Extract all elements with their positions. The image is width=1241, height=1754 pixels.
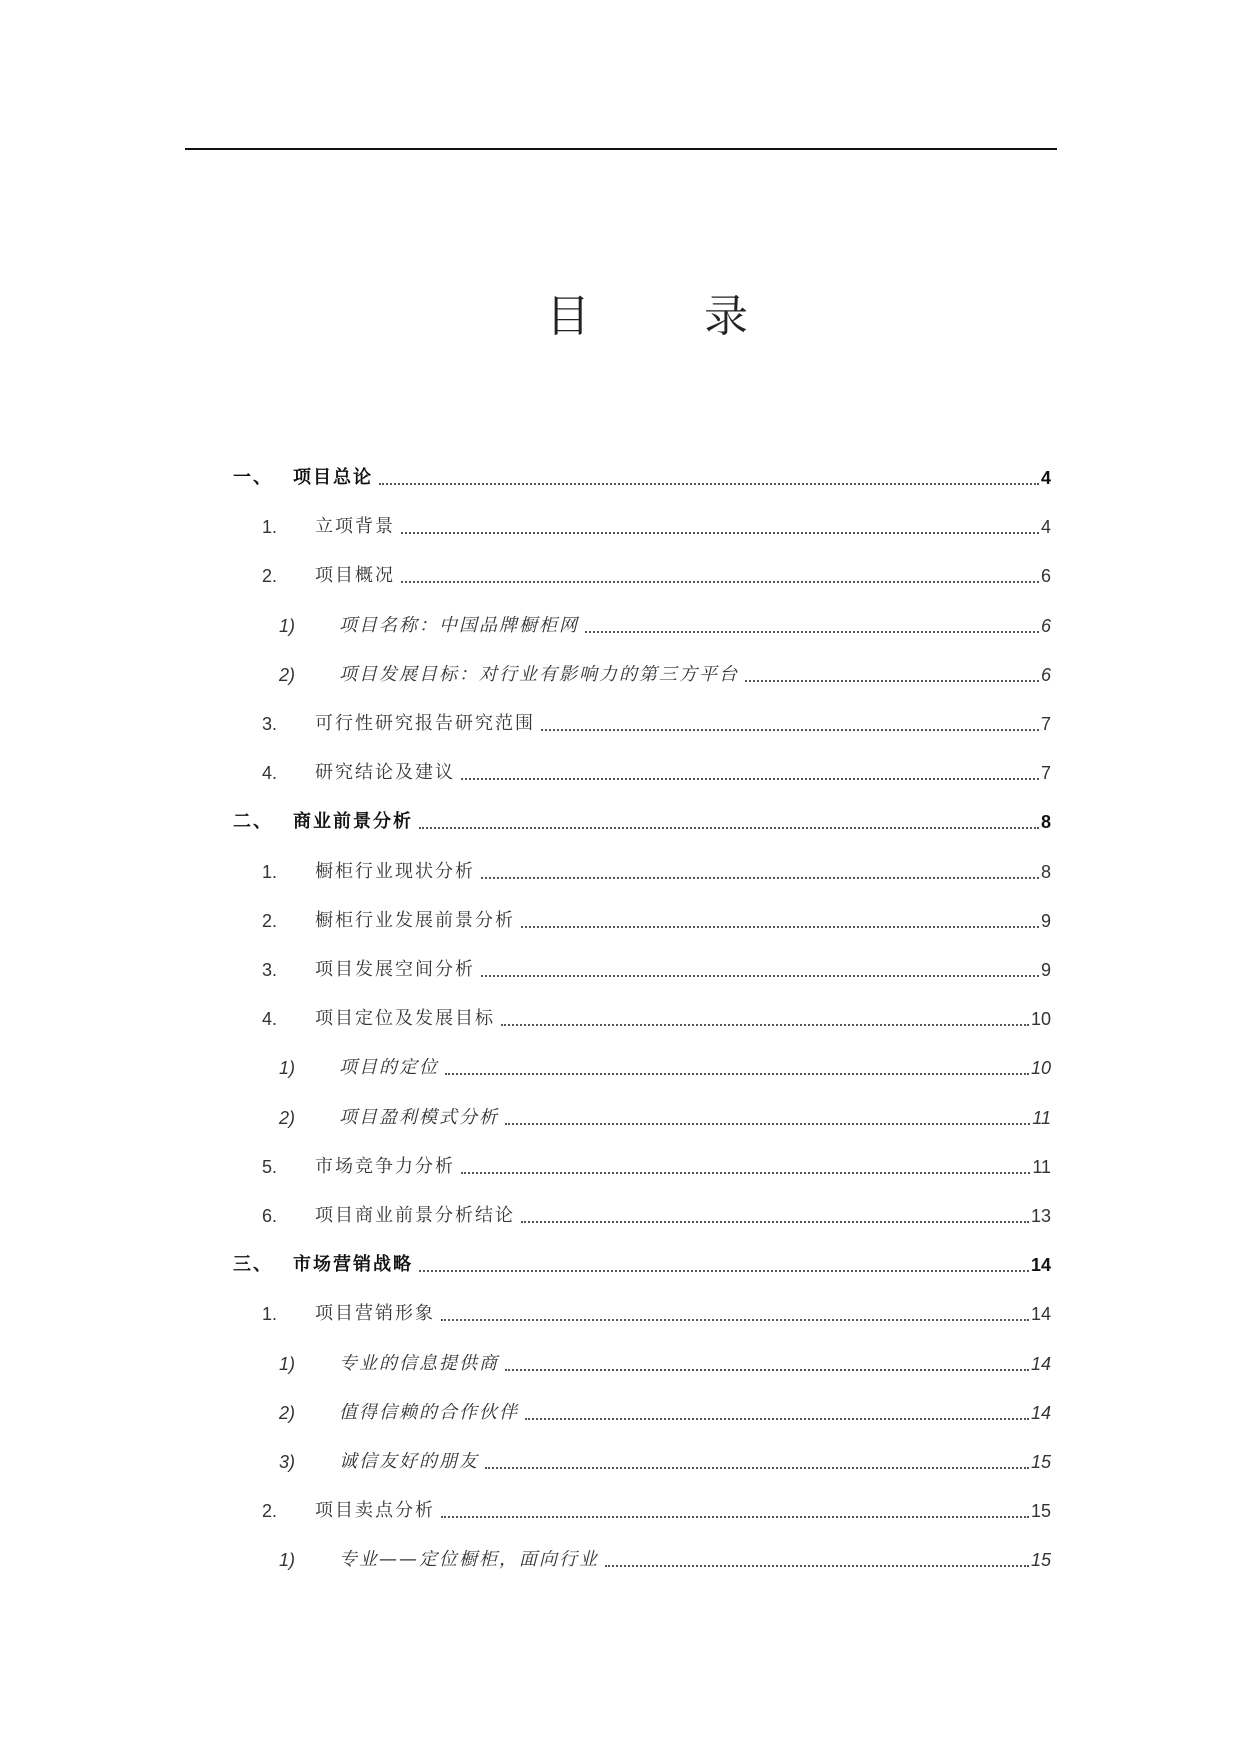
toc-entry-number: 4. (262, 1009, 278, 1030)
toc-entry-number: 4. (262, 763, 278, 784)
toc-entry-leader (521, 1221, 1029, 1223)
toc-entry-number: 三、 (233, 1254, 273, 1276)
toc-entry-body (315, 762, 1051, 784)
toc-entry[interactable] (279, 1397, 1051, 1427)
toc-entry-leader (379, 483, 1039, 485)
toc-title-char-1: 目 (546, 291, 590, 342)
toc-entry-label: 项目发展目标：对行业有影响力的第三方平台 (339, 663, 739, 685)
toc-entry-leader (419, 827, 1039, 829)
toc-entry-number: 1. (262, 517, 278, 538)
toc-entry[interactable] (233, 806, 1051, 836)
toc-entry-body (315, 516, 1051, 538)
toc-entry-page-number: 6 (1040, 615, 1051, 636)
toc-entry-label: 项目名称：中国品牌橱柜网 (339, 614, 579, 636)
toc-entry-label: 项目的定位 (339, 1057, 439, 1079)
toc-entry-body (293, 467, 1051, 489)
toc-entry-body (293, 811, 1051, 833)
toc-entry-leader (441, 1319, 1029, 1321)
toc-entry-body (339, 664, 1051, 686)
toc-entry-body (315, 565, 1051, 587)
toc-entry-number: 一、 (233, 467, 273, 488)
toc-entry[interactable] (262, 757, 1051, 787)
toc-entry-number: 6. (262, 1206, 278, 1226)
toc-entry-page-number: 14 (1030, 1255, 1051, 1276)
toc-entry-body (315, 713, 1051, 735)
toc-entry-label: 市场竞争力分析 (315, 1155, 455, 1177)
toc-entry-leader (585, 631, 1039, 633)
toc-entry-body (315, 1205, 1051, 1227)
toc-entry-label: 商业前景分析 (293, 811, 413, 833)
toc-entry-body (339, 1402, 1051, 1424)
toc-entry-page-number: 6 (1040, 664, 1051, 685)
toc-entry-body (315, 959, 1051, 981)
toc-entry-number: 2) (279, 664, 296, 685)
toc-entry-number: 1. (262, 861, 278, 882)
toc-entry-page-number: 15 (1030, 1501, 1051, 1522)
toc-entry-leader (485, 1467, 1029, 1469)
toc-entry-number: 2) (279, 1402, 296, 1423)
toc-entry-leader (541, 729, 1039, 731)
toc-entry-leader (745, 680, 1039, 682)
toc-entry-number: 2) (279, 1107, 296, 1128)
toc-entry-label: 橱柜行业发展前景分析 (315, 909, 515, 931)
toc-entry[interactable] (279, 1348, 1051, 1378)
toc-entry-page-number: 14 (1030, 1304, 1051, 1325)
toc-entry-page-number: 7 (1040, 763, 1051, 784)
toc-entry-body (293, 1254, 1051, 1276)
toc-entry-leader (521, 926, 1039, 928)
toc-entry-body (339, 1549, 1051, 1571)
toc-entry-page-number: 11 (1032, 1156, 1051, 1177)
toc-entry-label: 研究结论及建议 (315, 762, 455, 784)
toc-entry-body (315, 861, 1051, 883)
toc-entry-leader (501, 1024, 1029, 1026)
toc-entry-label: 可行性研究报告研究范围 (315, 713, 535, 734)
toc-entry-body (339, 1057, 1051, 1079)
toc-entry-label: 项目定位及发展目标 (315, 1008, 495, 1030)
toc-entry-page-number: 8 (1040, 861, 1051, 882)
toc-entry-label: 项目商业前景分析结论 (315, 1205, 515, 1226)
toc-entry-page-number: 9 (1040, 960, 1051, 980)
toc-entry-leader (505, 1123, 1030, 1125)
toc-entry-number: 1) (279, 1058, 296, 1079)
toc-entry-body (315, 1156, 1051, 1178)
toc-entry[interactable] (279, 1102, 1051, 1132)
toc-entry[interactable] (262, 1003, 1051, 1033)
toc-entry-number: 3. (262, 960, 278, 980)
toc-entry-body (315, 1303, 1051, 1325)
toc-entry-body (339, 1107, 1051, 1129)
toc-entry[interactable] (262, 954, 1051, 984)
toc-entry-leader (481, 975, 1039, 977)
toc-entry-page-number: 14 (1030, 1402, 1051, 1423)
toc-entry-leader (461, 1172, 1030, 1174)
toc-entry[interactable] (279, 659, 1051, 689)
toc-entry-leader (481, 877, 1039, 879)
toc-entry-label: 项目盈利模式分析 (339, 1106, 499, 1128)
toc-entry-page-number: 6 (1040, 566, 1051, 587)
toc-entry-body (339, 1451, 1051, 1473)
toc-entry-body (315, 1500, 1051, 1522)
toc-entry-page-number: 11 (1032, 1107, 1051, 1128)
toc-entry-leader (461, 778, 1039, 780)
toc-entry-page-number: 14 (1030, 1353, 1051, 1374)
toc-entry-number: 二、 (233, 811, 273, 833)
toc-entry[interactable] (262, 560, 1051, 590)
toc-entry-body (339, 615, 1051, 637)
toc-entry-leader (525, 1418, 1029, 1420)
toc-entry-label: 项目概况 (315, 565, 395, 587)
toc-entry-leader (505, 1369, 1029, 1371)
toc-entry[interactable] (262, 1298, 1051, 1328)
toc-entry-number: 3. (262, 714, 278, 734)
toc-entry-body (315, 910, 1051, 932)
toc-entry-label: 市场营销战略 (293, 1254, 413, 1276)
toc-entry-number: 2. (262, 1501, 278, 1522)
toc-entry[interactable] (262, 905, 1051, 935)
toc-entry-leader (605, 1565, 1029, 1567)
toc-entry[interactable] (262, 1151, 1051, 1181)
toc-entry-label: 项目卖点分析 (315, 1500, 435, 1522)
toc-entry-page-number: 15 (1030, 1550, 1051, 1571)
toc-entry-label: 专业——定位橱柜，面向行业 (339, 1549, 599, 1571)
toc-entry-leader (419, 1270, 1029, 1272)
toc-entry-page-number: 4 (1040, 468, 1051, 488)
toc-entry-label: 专业的信息提供商 (339, 1352, 499, 1374)
toc-entry[interactable] (262, 511, 1051, 541)
toc-entry-page-number: 7 (1040, 714, 1051, 734)
toc-entry-number: 2. (262, 566, 278, 587)
toc-entry-label: 立项背景 (315, 516, 395, 538)
toc-entry-label: 项目营销形象 (315, 1303, 435, 1325)
toc-title-char-2: 录 (704, 291, 748, 342)
toc-entry-number: 5. (262, 1156, 278, 1177)
toc-entry[interactable] (262, 1495, 1051, 1525)
toc-entry-number: 2. (262, 910, 278, 931)
toc-entry-page-number: 8 (1040, 812, 1051, 833)
toc-entry-page-number: 10 (1030, 1009, 1051, 1030)
toc-entry-label: 橱柜行业现状分析 (315, 860, 475, 882)
toc-entry-body (339, 1353, 1051, 1375)
toc-entry-leader (441, 1516, 1029, 1518)
toc-entry[interactable] (279, 1544, 1051, 1574)
toc-entry-page-number: 10 (1030, 1058, 1051, 1079)
toc-entry[interactable] (262, 856, 1051, 886)
toc-entry-label: 诚信友好的朋友 (339, 1451, 479, 1472)
toc-entry-number: 1) (279, 615, 296, 636)
toc-entry-number: 1) (279, 1550, 296, 1571)
toc-entry-number: 1. (262, 1304, 278, 1325)
toc-entry-page-number: 13 (1030, 1206, 1051, 1226)
toc-entry-body (315, 1008, 1051, 1030)
toc-entry[interactable] (233, 462, 1051, 492)
toc-entry[interactable] (279, 1052, 1051, 1082)
toc-entry-number: 1) (279, 1353, 296, 1374)
toc-entry-label: 项目总论 (293, 467, 373, 488)
toc-entry[interactable] (279, 610, 1051, 640)
toc-entry[interactable] (262, 708, 1051, 738)
toc-entry-number: 3) (279, 1452, 296, 1472)
toc-entry[interactable] (262, 1200, 1051, 1230)
toc-entry-leader (445, 1073, 1029, 1075)
toc-entry-page-number: 9 (1040, 910, 1051, 931)
toc-entry-label: 值得信赖的合作伙伴 (339, 1401, 519, 1423)
toc-entry-page-number: 4 (1040, 517, 1051, 538)
toc-entry[interactable] (233, 1249, 1051, 1279)
toc-entry-leader (401, 581, 1039, 583)
toc-entry-page-number: 15 (1030, 1452, 1051, 1472)
toc-entry-label: 项目发展空间分析 (315, 959, 475, 980)
toc-entry-leader (401, 532, 1039, 534)
toc-entry[interactable] (279, 1446, 1051, 1476)
